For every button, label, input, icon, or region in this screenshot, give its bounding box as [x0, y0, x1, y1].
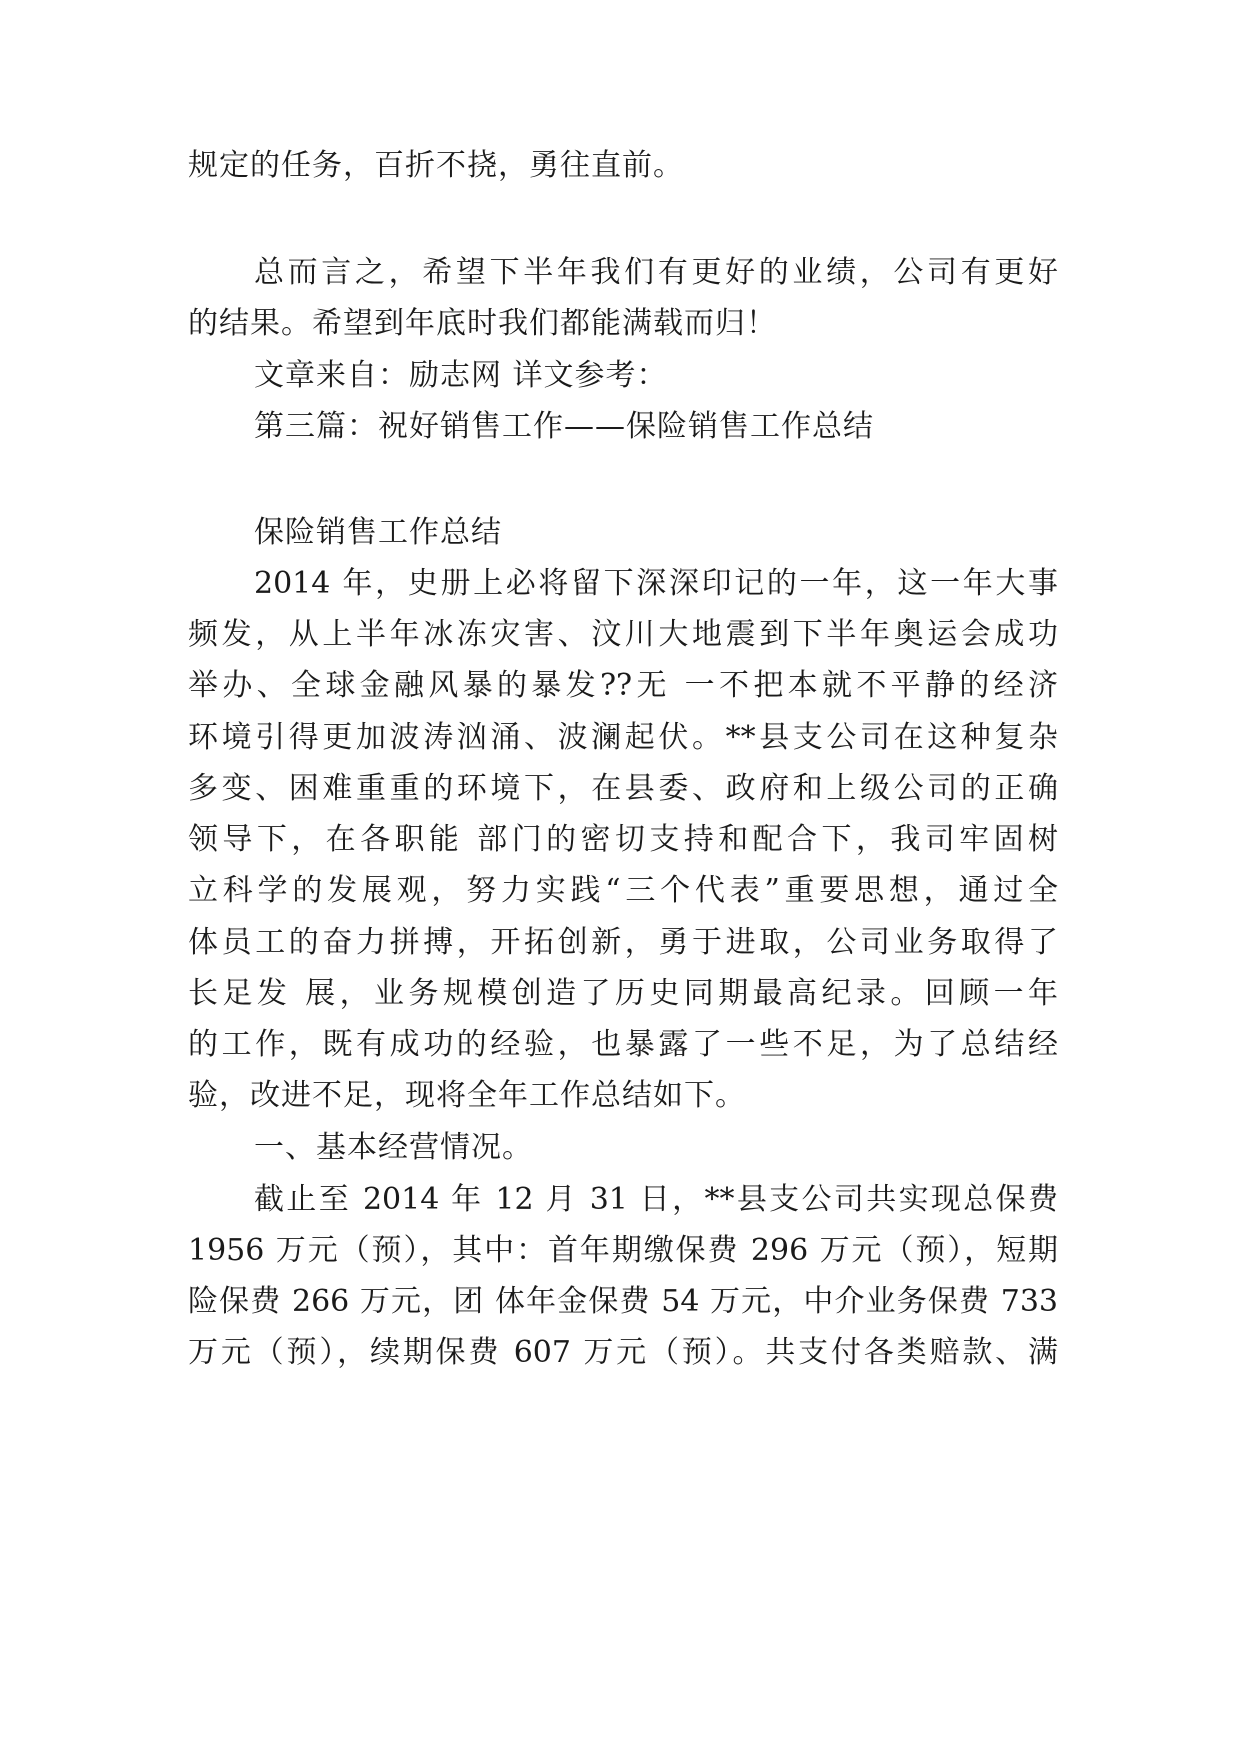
text-line: 多变、困难重重的环境下，在县委、政府和上级公司的正确 [188, 771, 1058, 806]
text-line: 截止至 2014 年 12 月 31 日，**县支公司共实现总保费 [254, 1182, 1058, 1217]
text-line: 立科学的发展观，努力实践“三个代表”重要思想，通过全 [188, 873, 1058, 908]
section-title: 保险销售工作总结 [254, 515, 502, 550]
text-line: 文章来自：励志网 详文参考： [254, 358, 668, 393]
text-line: 的工作，既有成功的经验，也暴露了一些不足，为了总结经 [188, 1027, 1058, 1062]
section-heading: 一、基本经营情况。 [254, 1130, 533, 1165]
text-line: 环境引得更加波涛汹涌、波澜起伏。**县支公司在这种复杂 [188, 720, 1058, 755]
text-line: 长足发 展，业务规模创造了历史同期最高纪录。回顾一年 [188, 976, 1058, 1011]
text-line: 举办、全球金融风暴的暴发??无 一不把本就不平静的经济 [188, 668, 1058, 703]
text-line: 规定的任务，百折不挠，勇往直前。 [188, 148, 684, 183]
text-line: 2014 年，史册上必将留下深深印记的一年，这一年大事 [254, 566, 1058, 601]
text-line: 的结果。希望到年底时我们都能满载而归！ [188, 306, 777, 341]
text-line: 第三篇：祝好销售工作——保险销售工作总结 [254, 409, 874, 444]
text-line: 频发，从上半年冰冻灾害、汶川大地震到下半年奥运会成功 [188, 617, 1058, 652]
text-line: 验，改进不足，现将全年工作总结如下。 [188, 1078, 746, 1113]
text-line: 领导下，在各职能 部门的密切支持和配合下，我司牢固树 [188, 822, 1058, 857]
text-line: 体员工的奋力拼搏，开拓创新，勇于进取，公司业务取得了 [188, 925, 1058, 960]
text-line: 险保费 266 万元，团 体年金保费 54 万元，中介业务保费 733 [188, 1284, 1058, 1319]
text-line: 1956 万元（预），其中：首年期缴保费 296 万元（预），短期 [188, 1233, 1058, 1268]
text-line: 万元（预），续期保费 607 万元（预）。共支付各类赔款、满 [188, 1335, 1058, 1370]
text-line: 总而言之，希望下半年我们有更好的业绩，公司有更好 [254, 255, 1058, 290]
